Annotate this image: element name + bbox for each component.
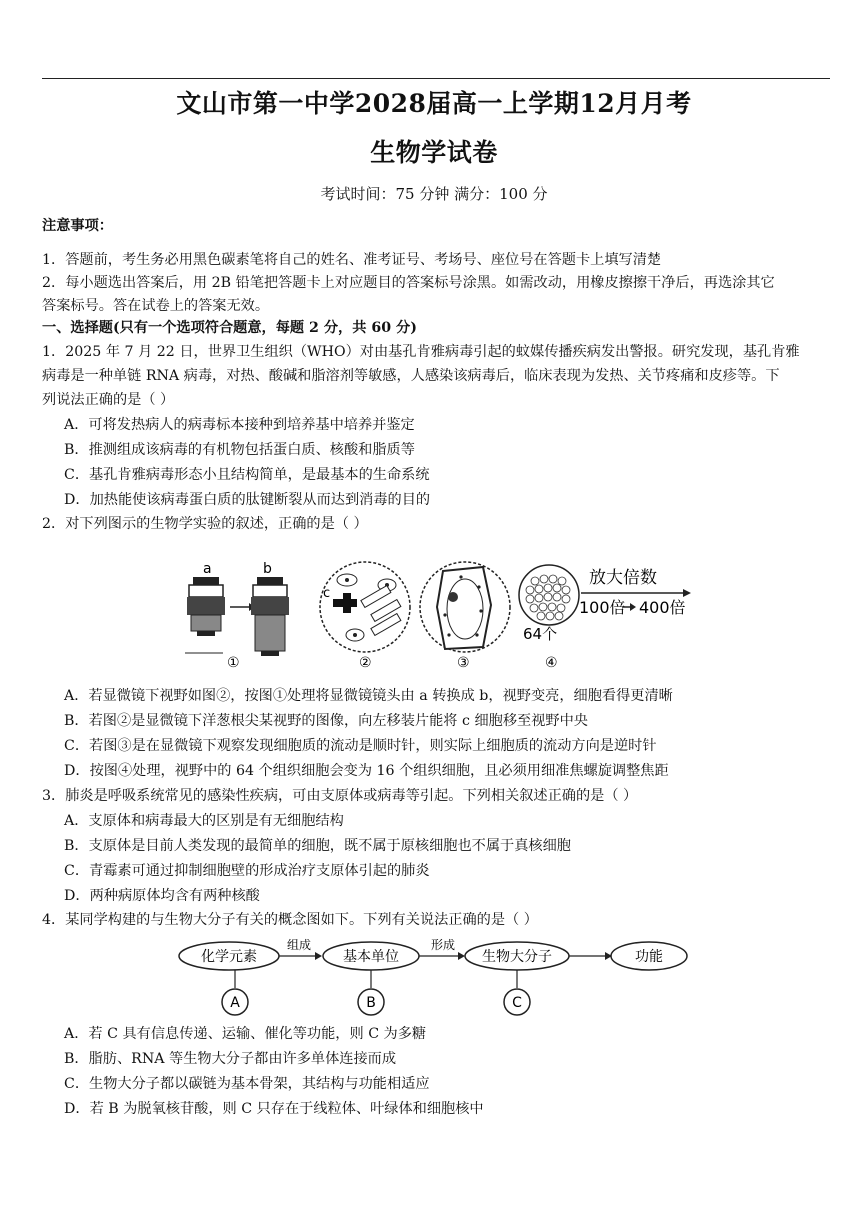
- option-c: C．青霉素可通过抑制细胞壁的形成治疗支原体引起的肺炎: [64, 863, 430, 879]
- magnify-to: 400倍: [639, 598, 686, 617]
- notice-heading: 注意事项：: [42, 218, 113, 234]
- option-b: B．推测组成该病毒的有机物包括蛋白质、核酸和脂质等: [64, 442, 415, 458]
- panel-label-1: ①: [227, 655, 240, 671]
- option-a: A．若显微镜下视野如图②，按图①处理将显微镜镜头由 a 转换成 b，视野变亮，细胞看得更清晰: [64, 688, 673, 704]
- page-title: 文山市第一中学2028届高一上学期12月月考: [176, 89, 692, 118]
- magnify-title: 放大倍数: [589, 568, 657, 588]
- notice-item: 2．每小题选出答案后，用 2B 铅笔把答题卡上对应题目的答案标号涂黑。如需改动，用橡皮擦擦干净后，再选涂其它: [42, 275, 775, 291]
- panel-label-3: ③: [457, 655, 470, 671]
- question-stem: 2．对下列图示的生物学实验的叙述，正确的是（ ）: [42, 516, 368, 532]
- option-b: B．若图②是显微镜下洋葱根尖某视野的图像，向左移装片能将 c 细胞移至视野中央: [64, 713, 588, 729]
- label-b: b: [263, 561, 272, 577]
- microscope-figure: [175, 555, 705, 675]
- option-c: C．若图③是在显微镜下观察发现细胞质的流动是顺时针，则实际上细胞质的流动方向是逆时针: [64, 738, 657, 754]
- option-d: D．若 B 为脱氧核苷酸，则 C 只存在于线粒体、叶绿体和细胞核中: [64, 1101, 484, 1117]
- option-a: A．若 C 具有信息传递、运输、催化等功能，则 C 为多糖: [64, 1026, 427, 1042]
- circle-a-label: A: [230, 995, 240, 1011]
- objective-a-body: [187, 597, 225, 615]
- nucleus: [448, 592, 458, 602]
- edge-label-compose: 组成: [286, 938, 312, 952]
- option-a: A．可将发热病人的病毒标本接种到培养基中培养并鉴定: [64, 417, 415, 433]
- magnify-from: 100倍: [579, 598, 626, 617]
- option-c: C．生物大分子都以碳链为基本骨架，其结构与功能相适应: [64, 1076, 430, 1092]
- notice-item: 答案标号。答在试卷上的答案无效。: [42, 298, 270, 314]
- label-a: a: [203, 561, 212, 577]
- notice-item: 1．答题前，考生务必用黑色碳素笔将自己的姓名、准考证号、考场号、座位号在答题卡上填写清楚: [42, 252, 662, 268]
- objective-b-cap: [257, 577, 283, 585]
- node-elements-label: 化学元素: [201, 949, 257, 965]
- concept-map: [175, 936, 705, 1020]
- page-subtitle: 生物学试卷: [370, 138, 498, 167]
- node-function-label: 功能: [635, 949, 663, 965]
- panel-label-4: ④: [545, 655, 558, 671]
- objective-a-cap: [193, 577, 219, 585]
- question-stem: 列说法正确的是（ ）: [42, 392, 175, 408]
- section-heading: 一、选择题(只有一个选项符合题意，每题 2 分，共 60 分): [42, 320, 417, 336]
- question-stem: 病毒是一种单链 RNA 病毒，对热、酸碱和脂溶剂等敏感，人感染该病毒后，临床表现为发热、关节疼痛和皮疹等。下: [42, 368, 780, 384]
- option-d: D．两种病原体均含有两种核酸: [64, 888, 260, 904]
- node-units-label: 基本单位: [343, 949, 399, 965]
- objective-b-body: [255, 615, 285, 651]
- circle-b-label: B: [366, 995, 376, 1011]
- option-d: D．按图④处理，视野中的 64 个组织细胞会变为 16 个组织细胞，且必须用细准焦螺旋调整焦距: [64, 763, 669, 779]
- option-d: D．加热能使该病毒蛋白质的肽键断裂从而达到消毒的目的: [64, 492, 431, 508]
- cell-count: 64个: [523, 625, 558, 643]
- option-c: C．基孔肯雅病毒形态小且结构简单，是最基本的生命系统: [64, 467, 430, 483]
- option-b: B．脂肪、RNA 等生物大分子都由许多单体连接而成: [64, 1051, 397, 1067]
- question-stem: 4．某同学构建的与生物大分子有关的概念图如下。下列有关说法正确的是（ ）: [42, 912, 538, 928]
- node-macromolecule-label: 生物大分子: [482, 949, 552, 965]
- exam-info: 考试时间：75 分钟 满分：100 分: [320, 185, 548, 203]
- option-a: A．支原体和病毒最大的区别是有无细胞结构: [64, 813, 344, 829]
- top-rule: [42, 78, 830, 79]
- question-stem: 3．肺炎是呼吸系统常见的感染性疾病，可由支原体或病毒等引起。下列相关叙述正确的是（ ）: [42, 788, 638, 804]
- label-c: c: [323, 586, 331, 601]
- circle-c-label: C: [512, 995, 522, 1011]
- edge-label-form: 形成: [430, 938, 456, 952]
- panel-label-2: ②: [359, 655, 372, 671]
- vacuole: [447, 579, 483, 639]
- question-stem: 1．2025 年 7 月 22 日，世界卫生组织（WHO）对由基孔肯雅病毒引起的蚊媒传播疾病发出警报。研究发现，基孔肯雅: [42, 344, 800, 360]
- option-b: B．支原体是目前人类发现的最简单的细胞，既不属于原核细胞也不属于真核细胞: [64, 838, 571, 854]
